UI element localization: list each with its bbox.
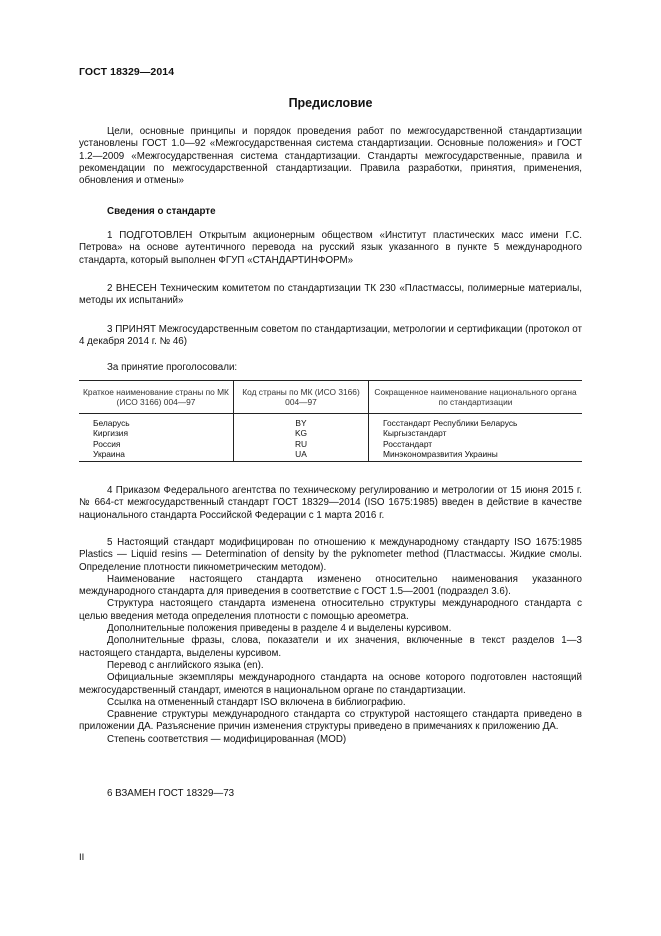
- table-cell-country: Россия: [93, 438, 121, 449]
- table-cell-agency: Минэкономразвития Украины: [369, 449, 583, 462]
- table-row: [79, 449, 582, 462]
- item-6: [79, 788, 582, 800]
- table-cell-agency: Росстандарт: [369, 439, 583, 449]
- table-cell-code: BY: [234, 413, 369, 428]
- item-2: [79, 283, 582, 308]
- table-cell-country: Киргизия: [93, 428, 129, 439]
- voting-table: [79, 380, 582, 462]
- item-5-para: Сравнение структуры международного стандарта со структурой настоящего стандарта приведено в приложении ДА. Разъяснение причин изменения структуры приведено в примечаниях к приложению ДА.: [79, 709, 582, 733]
- item-5-para: 5 Настоящий стандарт модифицирован по отношению к международному стандарту ISO 1675:1985 Plastics — Liquid resins — Determination of density by the pyknometer method (Пластмассы. Жидкие смолы. Определение плотности пикнометрическим методом).: [79, 537, 582, 573]
- item-5-para: Дополнительные положения приведены в разделе 4 и выделены курсивом.: [107, 623, 452, 635]
- item-5-para: Ссылка на отмененный стандарт ISO включена в библиографию.: [107, 696, 406, 708]
- table-header-country: Краткое наименование страны по МК (ИСО 3166) 004—97: [79, 381, 234, 414]
- item-2-text: 2 ВНЕСЕН Техническим комитетом по стандартизации ТК 230 «Пластмассы, полимерные материалы, методы их испытаний»: [79, 283, 582, 307]
- table-cell-code: KG: [234, 428, 369, 438]
- item-4: [79, 485, 582, 522]
- page-number: II: [79, 852, 85, 863]
- table-header-agency: Сокращенное наименование национального органа по стандартизации: [369, 381, 583, 414]
- item-6-text: 6 ВЗАМЕН ГОСТ 18329—73: [107, 788, 235, 799]
- document-id-header: ГОСТ 18329—2014: [79, 66, 175, 78]
- item-5-para: Наименование настоящего стандарта изменено относительно наименования указанного международного стандарта для приведения в соответствие с ГОСТ 1.5—2001 (подраздел 3.6).: [79, 573, 582, 598]
- item-5-para: Официальные экземпляры международного стандарта на основе которого подготовлен настоящий межгосударственный стандарт, имеются в национальном органе по стандартизации.: [79, 672, 582, 696]
- table-header-row: [79, 381, 582, 414]
- table-row: [79, 439, 582, 449]
- item-4-text: 4 Приказом Федерального агентства по техническому регулированию и метрологии от 15 июня 2015 г. № 664-ст межгосударственный стандарт ГОСТ 18329—2014 (ISO 1675:1985) введен в действие в качестве национального стандарта Российской Федерации с 1 марта 2016 г.: [79, 485, 582, 521]
- table-cell-agency: Госстандарт Республики Беларусь: [369, 413, 583, 428]
- item-5-para: Структура настоящего стандарта изменена относительно структуры международного стандарта с целью введения метода определения плотности с помощью ареометра.: [79, 598, 582, 622]
- item-5-para: Степень соответствия — модифицированная (MOD): [107, 733, 347, 745]
- page-title: Предисловие: [288, 96, 373, 110]
- table-row: [79, 413, 582, 428]
- table-cell-code: RU: [234, 439, 369, 449]
- table-row: [79, 428, 582, 438]
- item-5-para: Дополнительные фразы, слова, показатели и их значения, включенные в текст разделов 1—3 настоящего стандарта, выделены курсивом.: [79, 635, 582, 659]
- section-heading-block: [79, 206, 582, 218]
- intro-paragraph: [79, 126, 582, 187]
- table-cell-country: Украина: [79, 449, 234, 462]
- table-header-code: Код страны по МК (ИСО 3166) 004—97: [234, 381, 369, 414]
- voted-label: За принятие проголосовали:: [107, 362, 238, 373]
- item-5: [79, 537, 582, 746]
- table-cell-country: Беларусь: [93, 417, 130, 428]
- item-3: [79, 324, 582, 349]
- voted-label-block: [79, 362, 582, 374]
- item-1-text: 1 ПОДГОТОВЛЕН Открытым акционерным обществом «Институт пластических масс имени Г.С. Петрова» на основе аутентичного перевода на русский язык указанного в пункте 5 международного стандарта, который выполнен ФГУП «СТАНДАРТИНФОРМ»: [79, 230, 582, 266]
- item-1: [79, 230, 582, 267]
- table-cell-agency: Кыргызстандарт: [369, 428, 583, 438]
- intro-text: Цели, основные принципы и порядок проведения работ по межгосударственной стандартизации установлены ГОСТ 1.0—92 «Межгосударственная система стандартизации. Основные положения» и ГОСТ 1.2—2009 «Межгосударственная система стандартизации. Стандарты межгосударственные, правила и рекомендации по межгосударственной стандартизации. Правила разработки, принятия, применения, обновления и отмены»: [79, 126, 582, 187]
- item-3-text: 3 ПРИНЯТ Межгосударственным советом по стандартизации, метрологии и сертификации (протокол от 4 декабря 2014 г. № 46): [79, 324, 582, 348]
- item-5-para: Перевод с английского языка (en).: [107, 659, 264, 671]
- section-heading: Сведения о стандарте: [107, 206, 216, 217]
- table-cell-code: UA: [234, 449, 369, 462]
